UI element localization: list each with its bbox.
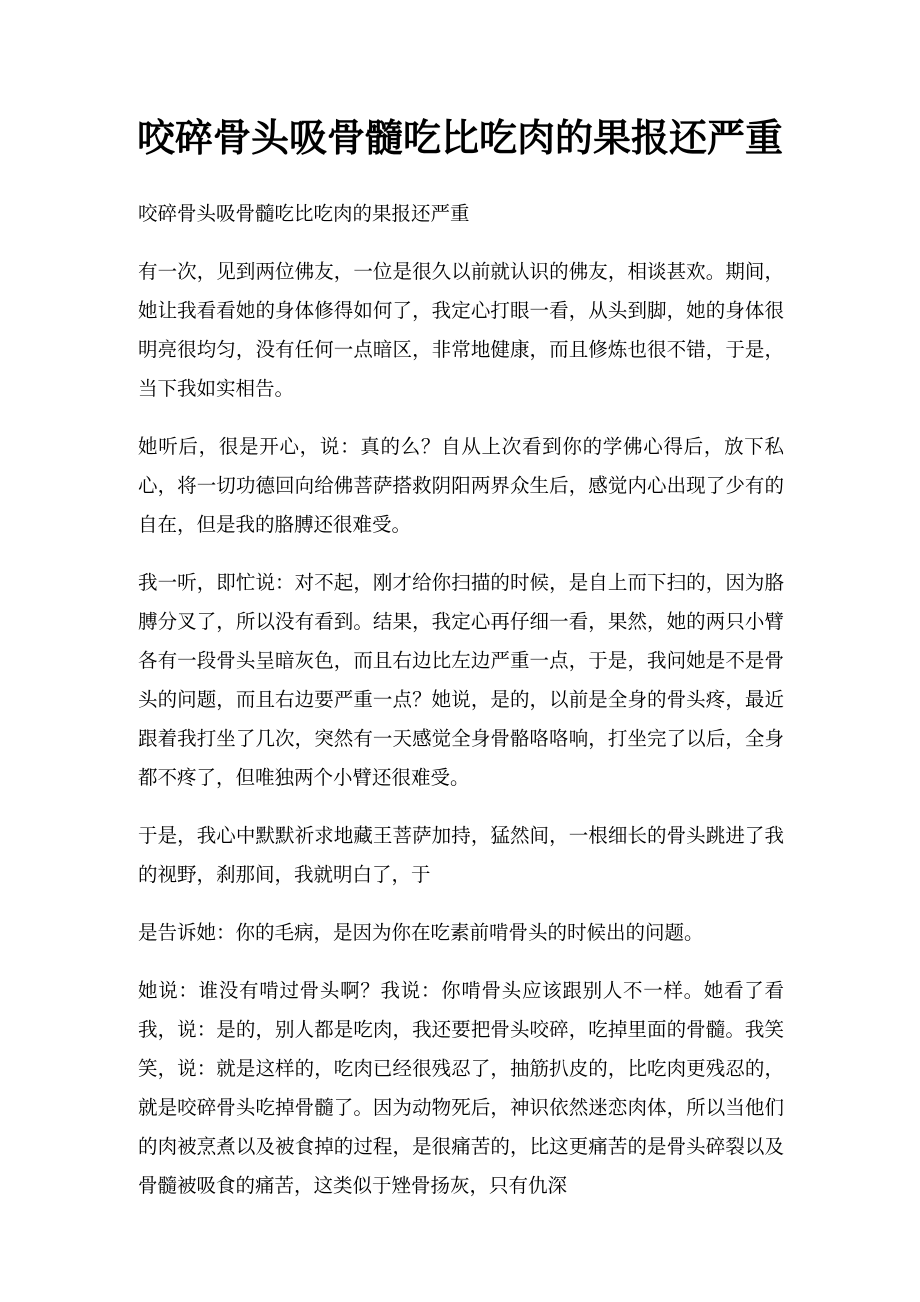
subtitle-paragraph: 咬碎骨头吸骨髓吃比吃肉的果报还严重 [138, 202, 470, 225]
body-paragraph: 有一次，见到两位佛友，一位是很久以前就认识的佛友，相谈甚欢。期间，她让我看看她的身体修得如何了，我定心打眼一看，从头到脚，她的身体很明亮很均匀，没有任何一点暗区，非常地健康，而且修炼也很不错，于是，当下我如实相告。 [138, 260, 784, 400]
document-body [138, 194, 784, 1224]
body-paragraph: 她说：谁没有啃过骨头啊？我说：你啃骨头应该跟别人不一样。她看了看我，说：是的，别人都是吃肉，我还要把骨头咬碎，吃掉里面的骨髓。我笑笑，说：就是这样的，吃肉已经很残忍了，抽筋扒皮的，比吃肉更残忍的，就是咬碎骨头吃掉骨髓了。因为动物死后，神识依然迷恋肉体，所以当他们的肉被烹煮以及被食掉的过程，是很痛苦的，比这更痛苦的是骨头碎裂以及骨髓被吸食的痛苦，这类似于矬骨扬灰，只有仇深 [138, 979, 784, 1197]
body-paragraph: 于是，我心中默默祈求地藏王菩萨加持，猛然间，一根细长的骨头跳进了我的视野，刹那间，我就明白了，于 [138, 824, 784, 886]
body-paragraph: 是告诉她：你的毛病，是因为你在吃素前啃骨头的时候出的问题。 [138, 921, 704, 944]
body-paragraph: 她听后，很是开心，说：真的么？自从上次看到你的学佛心得后，放下私心，将一切功德回向给佛菩萨搭救阴阳两界众生后，感觉内心出现了少有的自在，但是我的胳膊还很难受。 [138, 435, 784, 536]
body-paragraph: 我一听，即忙说：对不起，刚才给你扫描的时候，是自上而下扫的，因为胳膊分叉了，所以没有看到。结果，我定心再仔细一看，果然，她的两只小臂各有一段骨头呈暗灰色，而且右边比左边严重一点，于是，我问她是不是骨头的问题，而且右边要严重一点？她说，是的，以前是全身的骨头疼，最近跟着我打坐了几次，突然有一天感觉全身骨骼咯咯响，打坐完了以后，全身都不疼了，但唯独两个小臂还很难受。 [138, 571, 784, 789]
document-title: 咬碎骨头吸骨髓吃比吃肉的果报还严重 [136, 115, 783, 160]
